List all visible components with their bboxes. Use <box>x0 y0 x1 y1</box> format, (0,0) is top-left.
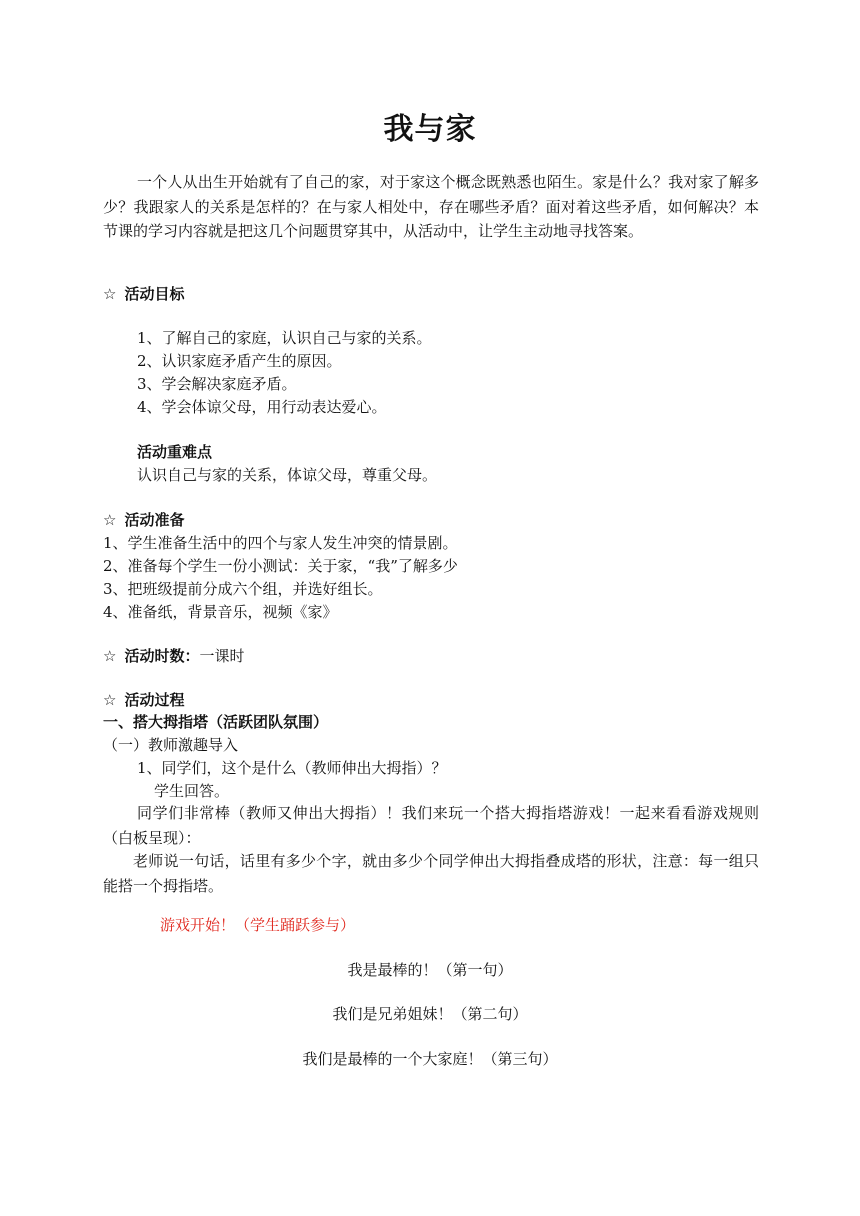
duration-line <box>103 645 244 667</box>
star-icon: ☆ <box>103 647 117 665</box>
preparation-heading <box>103 509 184 531</box>
rules-paragraph: 同学们非常棒（教师又伸出大拇指）！我们来玩一个搭大拇指塔游戏！一起来看看游戏规则（白板呈现）： <box>103 804 759 847</box>
preparation-item: 2、准备每个学生一份小测试：关于家，“我”了解多少 <box>103 557 458 575</box>
intro-paragraph: 一个人从出生开始就有了自己的家，对于家这个概念既熟悉也陌生。家是什么？我对家了解多少？我跟家人的关系是怎样的？在与家人相处中，存在哪些矛盾？面对着这些矛盾，如何解决？本节课的学习内容就是把这几个问题贯穿其中，从活动中，让学生主动地寻找答案。 <box>103 173 759 240</box>
duration-value: 一课时 <box>199 647 245 665</box>
sentence-two: 我们是兄弟姐妹！（第二句） <box>332 1005 528 1023</box>
key-points-text: 认识自己与家的关系，体谅父母，尊重父母。 <box>137 466 438 484</box>
star-icon: ☆ <box>103 691 117 709</box>
game-start-text: 游戏开始！（学生踊跃参与） <box>160 916 356 934</box>
sentence-three: 我们是最棒的一个大家庭！（第三句） <box>302 1050 558 1068</box>
duration-heading: 活动时数： <box>124 647 200 665</box>
subsection-one: （一）教师激趣导入 <box>103 736 239 754</box>
goal-item: 2、认识家庭矛盾产生的原因。 <box>137 352 342 370</box>
student-answer: 学生回答。 <box>154 782 230 800</box>
process-heading-label: 活动过程 <box>124 691 185 709</box>
page-title: 我与家 <box>383 112 477 147</box>
goal-item: 1、了解自己的家庭，认识自己与家的关系。 <box>137 329 432 347</box>
process-heading <box>103 689 184 711</box>
preparation-item: 3、把班级提前分成六个组，并选好组长。 <box>103 580 383 598</box>
goal-item: 4、学会体谅父母，用行动表达爱心。 <box>137 398 387 416</box>
preparation-heading-label: 活动准备 <box>124 511 185 529</box>
preparation-item: 4、准备纸，背景音乐，视频《家》 <box>103 603 338 621</box>
star-icon: ☆ <box>103 511 117 529</box>
goals-heading <box>103 283 184 305</box>
key-points-heading: 活动重难点 <box>137 443 213 461</box>
rules-detail-paragraph: 老师说一句话，话里有多少个字，就由多少个同学伸出大拇指叠成塔的形状，注意：每一组只能搭一个拇指塔。 <box>103 852 759 895</box>
goals-heading-label: 活动目标 <box>124 285 185 303</box>
sentence-one: 我是最棒的！（第一句） <box>347 961 513 979</box>
goal-item: 3、学会解决家庭矛盾。 <box>137 375 297 393</box>
question-one: 1、同学们，这个是什么（教师伸出大拇指）？ <box>137 759 447 777</box>
section-one-heading: 一、搭大拇指塔（活跃团队氛围） <box>103 713 329 731</box>
preparation-item: 1、学生准备生活中的四个与家人发生冲突的情景剧。 <box>103 534 458 552</box>
star-icon: ☆ <box>103 285 117 303</box>
